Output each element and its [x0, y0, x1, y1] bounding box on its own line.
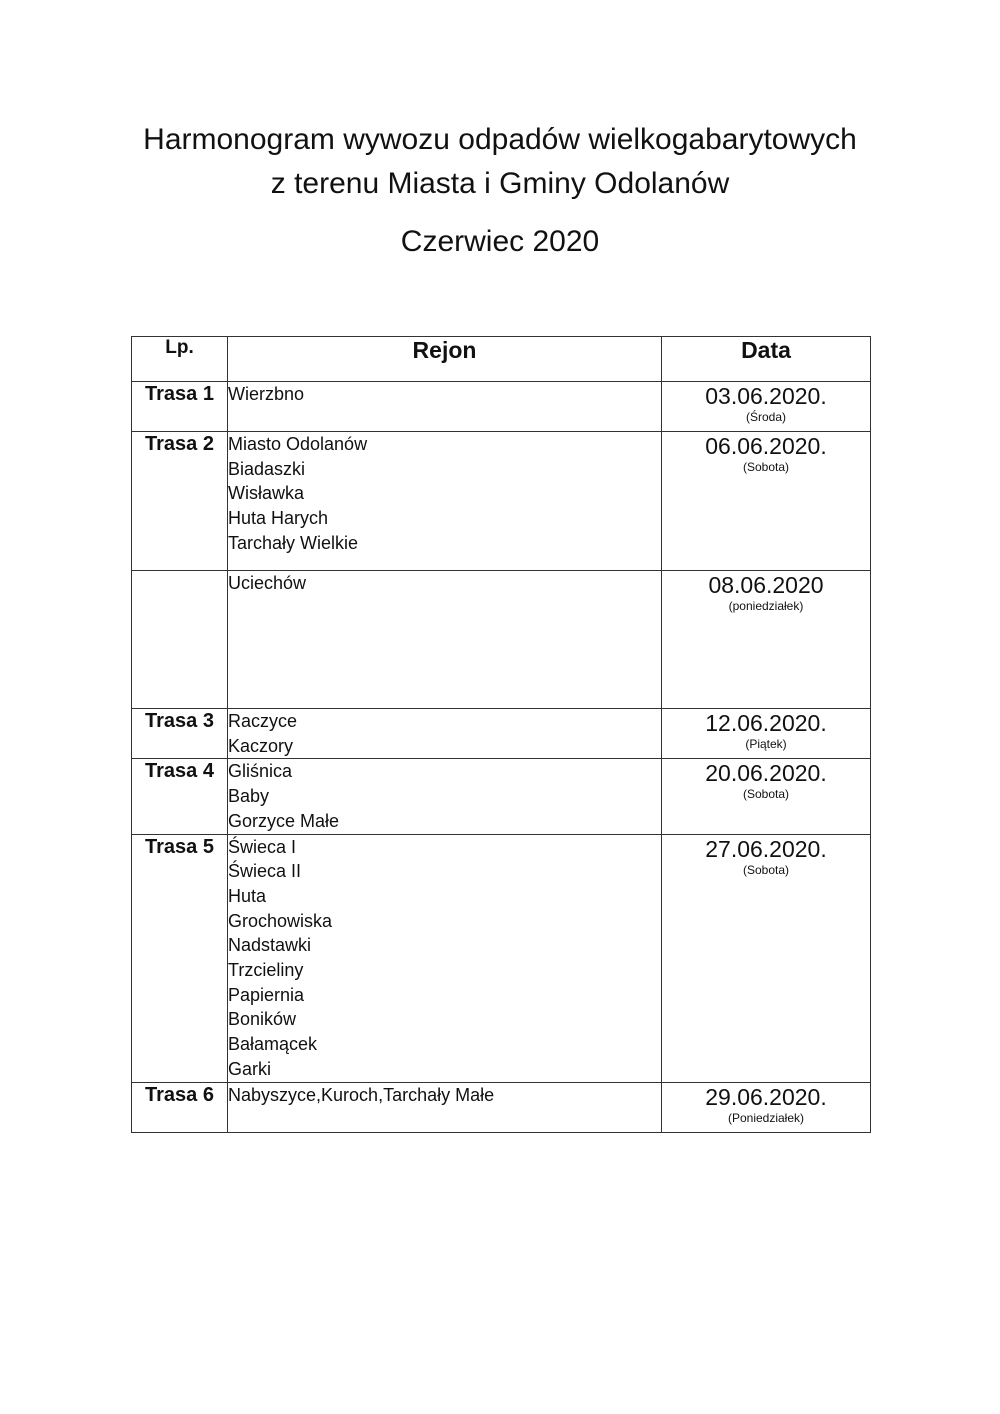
route-label — [132, 571, 228, 709]
collection-date: 20.06.2020. — [705, 760, 827, 787]
region-place: Kaczory — [228, 735, 294, 756]
table-row — [132, 571, 871, 709]
region-place: Huta Harych — [228, 508, 329, 529]
weekday-label: (poniedziałek) — [728, 599, 804, 613]
region-cell — [228, 834, 662, 1082]
header-data: Data — [662, 337, 871, 382]
date-cell — [662, 1082, 871, 1132]
header-lp: Lp. — [132, 337, 228, 382]
table-row — [132, 759, 871, 834]
collection-date: 08.06.2020 — [708, 572, 824, 598]
region-place: Papiernia — [228, 984, 305, 1005]
route-label: Trasa 1 — [132, 382, 228, 432]
region-place: Grochowiska — [228, 910, 333, 931]
collection-date: 29.06.2020. — [705, 1083, 827, 1110]
region-place: Trzcieliny — [228, 960, 304, 981]
route-label: Trasa 5 — [132, 834, 228, 1082]
date-cell — [662, 834, 871, 1082]
collection-date: 06.06.2020. — [705, 433, 827, 459]
region-place: Gorzyce Małe — [228, 810, 340, 831]
weekday-label: (Piątek) — [745, 737, 787, 751]
weekday-label: (Poniedziałek) — [727, 1110, 805, 1125]
region-cell — [228, 1082, 662, 1132]
collection-date: 27.06.2020. — [705, 835, 827, 862]
table-row — [132, 432, 871, 571]
region-cell — [228, 432, 662, 571]
route-label: Trasa 2 — [132, 432, 228, 571]
table-row — [132, 709, 871, 759]
collection-date: 12.06.2020. — [705, 710, 827, 736]
region-cell — [228, 759, 662, 834]
region-place: Biadaszki — [228, 458, 306, 479]
route-label: Trasa 4 — [132, 759, 228, 834]
route-label: Trasa 3 — [132, 709, 228, 759]
region-place: Gliśnica — [228, 761, 293, 782]
date-cell — [662, 432, 871, 571]
weekday-label: (Sobota) — [742, 460, 790, 474]
table-row — [132, 834, 871, 1082]
table-row — [132, 382, 871, 432]
region-place: Świeca II — [228, 861, 302, 882]
table-row — [132, 1082, 871, 1132]
region-cell — [228, 382, 662, 432]
region-place: Wierzbno — [228, 384, 305, 404]
region-place: Nabyszyce,Kuroch,Tarchały Małe — [228, 1084, 495, 1105]
weekday-label: (Sobota) — [742, 787, 790, 802]
route-label: Trasa 6 — [132, 1082, 228, 1132]
region-place: Świeca I — [228, 836, 297, 857]
schedule-table — [131, 336, 871, 1133]
date-cell — [662, 382, 871, 432]
region-place: Wisławka — [228, 483, 305, 504]
table-header-row — [132, 337, 871, 382]
header-rejon: Rejon — [228, 337, 662, 382]
region-place: Garki — [228, 1058, 272, 1079]
collection-date: 03.06.2020. — [705, 383, 827, 409]
region-cell — [228, 709, 662, 759]
region-place: Tarchały Wielkie — [228, 532, 359, 553]
weekday-label: (Środa) — [745, 410, 786, 424]
date-cell — [662, 759, 871, 834]
region-place: Nadstawki — [228, 935, 312, 956]
region-place: Bałamącek — [228, 1034, 318, 1055]
document-title-line1: Harmonogram wywozu odpadów wielkogabarytowych — [143, 123, 857, 156]
document-month: Czerwiec 2020 — [400, 225, 600, 258]
region-place: Uciechów — [228, 573, 307, 593]
region-place: Baby — [228, 786, 270, 807]
region-place: Miasto Odolanów — [228, 434, 368, 454]
region-place: Huta — [228, 885, 267, 906]
document-title-line2: z terenu Miasta i Gminy Odolanów — [270, 167, 730, 200]
date-cell — [662, 709, 871, 759]
date-cell — [662, 571, 871, 709]
region-cell — [228, 571, 662, 709]
region-place: Boników — [228, 1009, 297, 1030]
weekday-label: (Sobota) — [742, 862, 790, 877]
region-place: Raczyce — [228, 711, 298, 731]
